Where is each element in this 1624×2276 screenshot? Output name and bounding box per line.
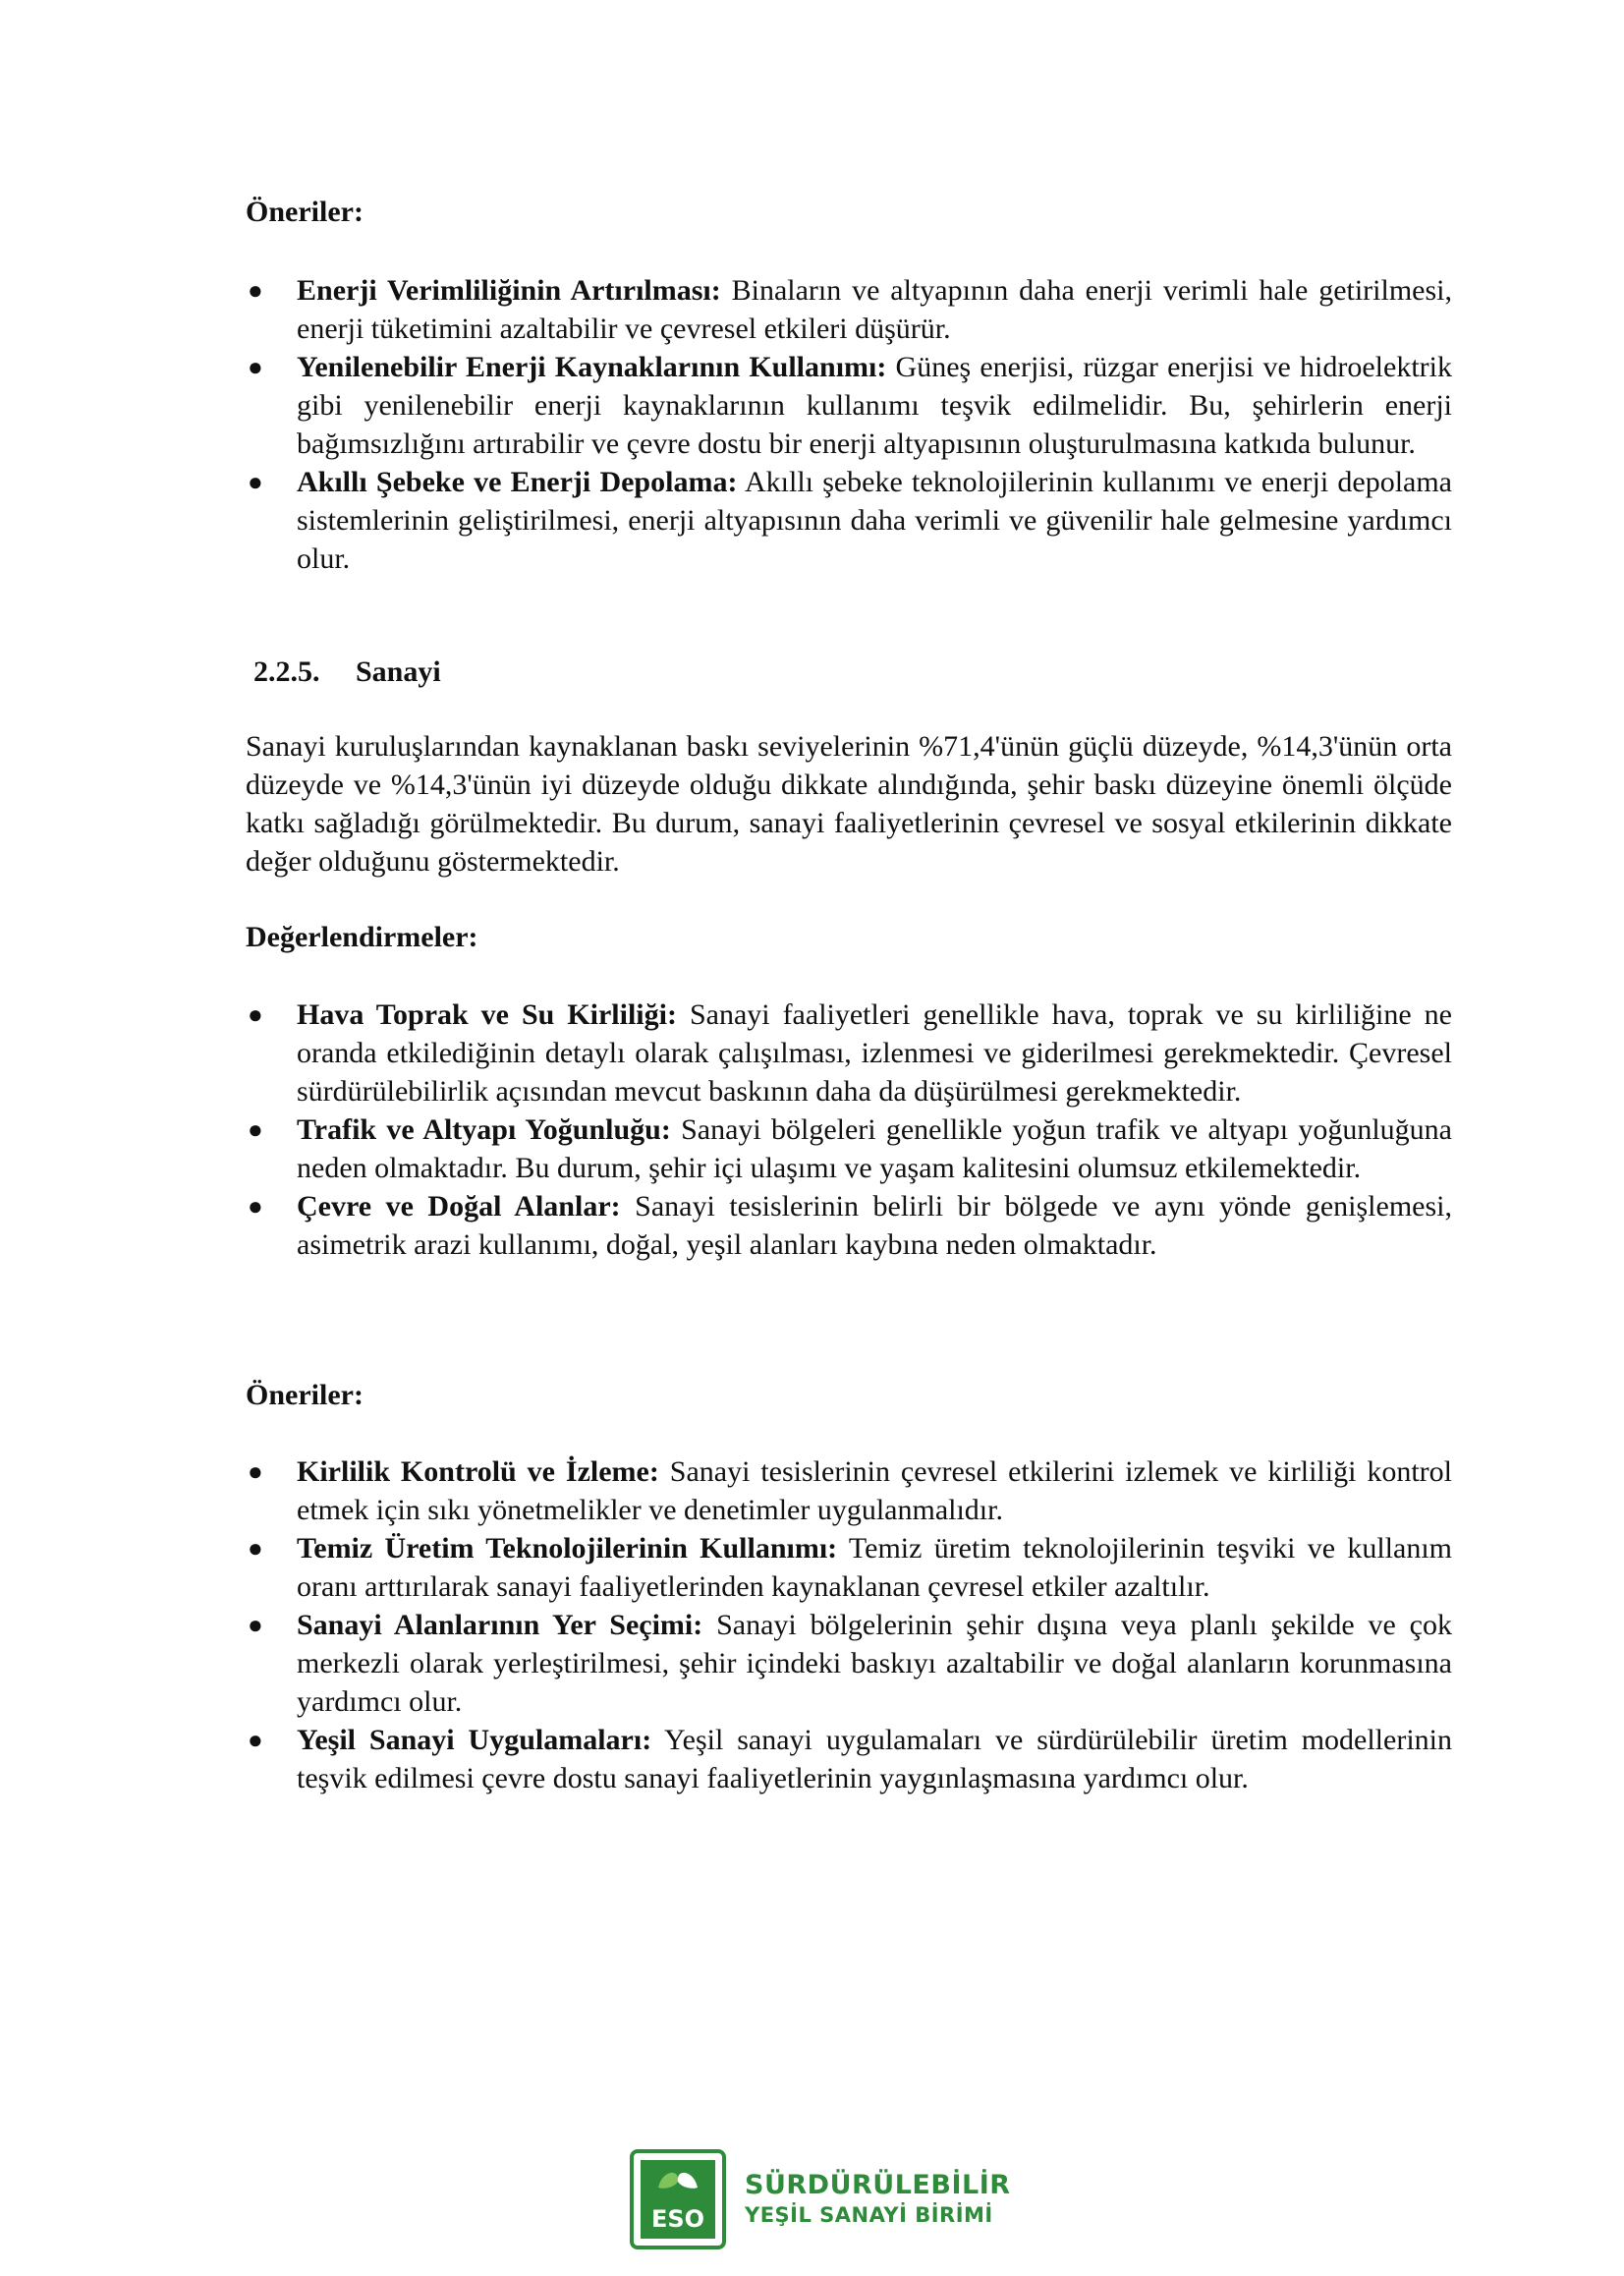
item-title: Enerji Verimliliğinin Artırılması: (297, 274, 721, 307)
logo-letters: ESO (650, 2205, 705, 2233)
list-item (246, 996, 1452, 1110)
section-title (246, 653, 441, 691)
item-title: Hava Toprak ve Su Kirliliği: (297, 998, 677, 1031)
list-item (246, 463, 1452, 578)
item-title: Yeşil Sanayi Uygulamaları: (297, 1724, 652, 1756)
item-text: Sanayi faaliyetleri genellikle hava, toprak ve su kirliliğine ne oranda etkilediğinin detaylı olarak çalışılması, izlenmesi ve giderilmesi gerekmektedir. Çevresel sürdürülebilirlik açısından mevcut baskının daha da düşürülmesi gerekmektedir. (297, 998, 1452, 1108)
list-item (246, 1606, 1452, 1721)
intro-paragraph: Sanayi kuruluşlarından kaynaklanan baskı seviyelerinin %71,4'ünün güçlü düzeyde, %14,3'ünün orta düzeyde ve %14,3'ünün iyi düzeyde olduğu dikkate alındığında, şehir baskı düzeyine önemli ölçüde katkı sağladığı görülmektedir. Bu durum, sanayi faaliyetlerinin çevresel ve sosyal etkilerinin dikkate değer olduğunu göstermektedir. (246, 730, 1452, 878)
item-title: Trafik ve Altyapı Yoğunluğu: (297, 1113, 671, 1146)
item-title: Akıllı Şebeke ve Enerji Depolama: (297, 466, 738, 498)
bullet-list-1 (246, 271, 1452, 578)
item-text: Sanayi bölgeleri genellikle yoğun trafik ve altyapı yoğunluğuna neden olmaktadır. Bu durum, şehir içi ulaşımı ve yaşam kalitesini olumsuz etkilemektedir. (297, 1113, 1452, 1184)
item-text: Sanayi bölgelerinin şehir dışına veya planlı şekilde ve çok merkezli olarak yerleştirilmesi, şehir içindeki baskıyı azaltabilir ve doğal alanların korunmasına yardımcı olur. (297, 1609, 1452, 1718)
bullet-icon: ● (248, 1457, 263, 1486)
bullet-icon: ● (248, 353, 263, 381)
list-item (246, 348, 1452, 463)
bullet-icon: ● (248, 1000, 263, 1029)
item-title: Yenilenebilir Enerji Kaynaklarının Kullanımı: (297, 351, 887, 383)
section-number: 2.2.5. (253, 655, 320, 688)
item-text: Sanayi tesislerinin çevresel etkilerini izlemek ve kirliliği kontrol etmek için sıkı yönetmelikler ve denetimler uygulanmalıdır. (297, 1455, 1452, 1526)
heading-oneriler-2: Öneriler: (246, 1379, 364, 1411)
item-text: Sanayi tesislerinin belirli bir bölgede ve aynı yönde genişlemesi, asimetrik arazi kullanımı, doğal, yeşil alanları kaybına neden olmaktadır. (297, 1190, 1452, 1261)
list-item (246, 1110, 1452, 1187)
bullet-icon: ● (248, 276, 263, 305)
item-title: Çevre ve Doğal Alanlar: (297, 1190, 621, 1223)
heading-oneriler-1: Öneriler: (246, 196, 364, 228)
logo-line-2: YEŞİL SANAYİ BİRİMİ (745, 2203, 993, 2227)
bullet-icon: ● (248, 1192, 263, 1221)
item-title: Temiz Üretim Teknolojilerinin Kullanımı: (297, 1532, 838, 1565)
item-text: Yeşil sanayi uygulamaları ve sürdürülebilir üretim modellerinin teşvik edilmesi çevre dostu sanayi faaliyetlerinin yaygınlaşmasına yardımcı olur. (297, 1724, 1452, 1794)
bullet-list-2 (246, 996, 1452, 1264)
bullet-icon: ● (248, 1726, 263, 1754)
bullet-icon: ● (248, 1611, 263, 1639)
bullet-list-3 (246, 1452, 1452, 1797)
bullet-icon: ● (248, 1115, 263, 1144)
item-title: Kirlilik Kontrolü ve İzleme: (297, 1455, 659, 1488)
list-item (246, 1721, 1452, 1797)
list-item (246, 1529, 1452, 1606)
list-item (246, 271, 1452, 348)
item-text: Güneş enerjisi, rüzgar enerjisi ve hidroelektrik gibi yenilenebilir enerji kaynaklarının kullanımı teşvik edilmelidir. Bu, şehirlerin enerji bağımsızlığını artırabilir ve çevre dostu bir enerji altyapısının oluşturulmasına katkıda bulunur. (297, 351, 1452, 460)
logo-line-1: SÜRDÜRÜLEBİLİR (745, 2170, 1011, 2200)
item-text: Binaların ve altyapının daha enerji verimli hale getirilmesi, enerji tüketimini azaltabilir ve çevresel etkileri düşürür. (297, 274, 1452, 345)
section-name: Sanayi (356, 655, 441, 688)
bullet-icon: ● (248, 1534, 263, 1563)
list-item (246, 1187, 1452, 1264)
list-item (246, 1452, 1452, 1529)
item-title: Sanayi Alanlarının Yer Seçimi: (297, 1609, 703, 1641)
item-text: Akıllı şebeke teknolojilerinin kullanımı ve enerji depolama sistemlerinin geliştirilmesi, enerji altyapısının daha verimli ve güvenilir hale gelmesine yardımcı olur. (297, 466, 1452, 575)
footer-logo (629, 2148, 1011, 2250)
bullet-icon: ● (248, 468, 263, 496)
eso-logo-icon (629, 2148, 727, 2250)
item-text: Temiz üretim teknolojilerinin teşviki ve kullanım oranı arttırılarak sanayi faaliyetlerinden kaynaklanan çevresel etkiler azaltılır. (297, 1532, 1452, 1603)
heading-degerlendirmeler: Değerlendirmeler: (246, 921, 478, 953)
